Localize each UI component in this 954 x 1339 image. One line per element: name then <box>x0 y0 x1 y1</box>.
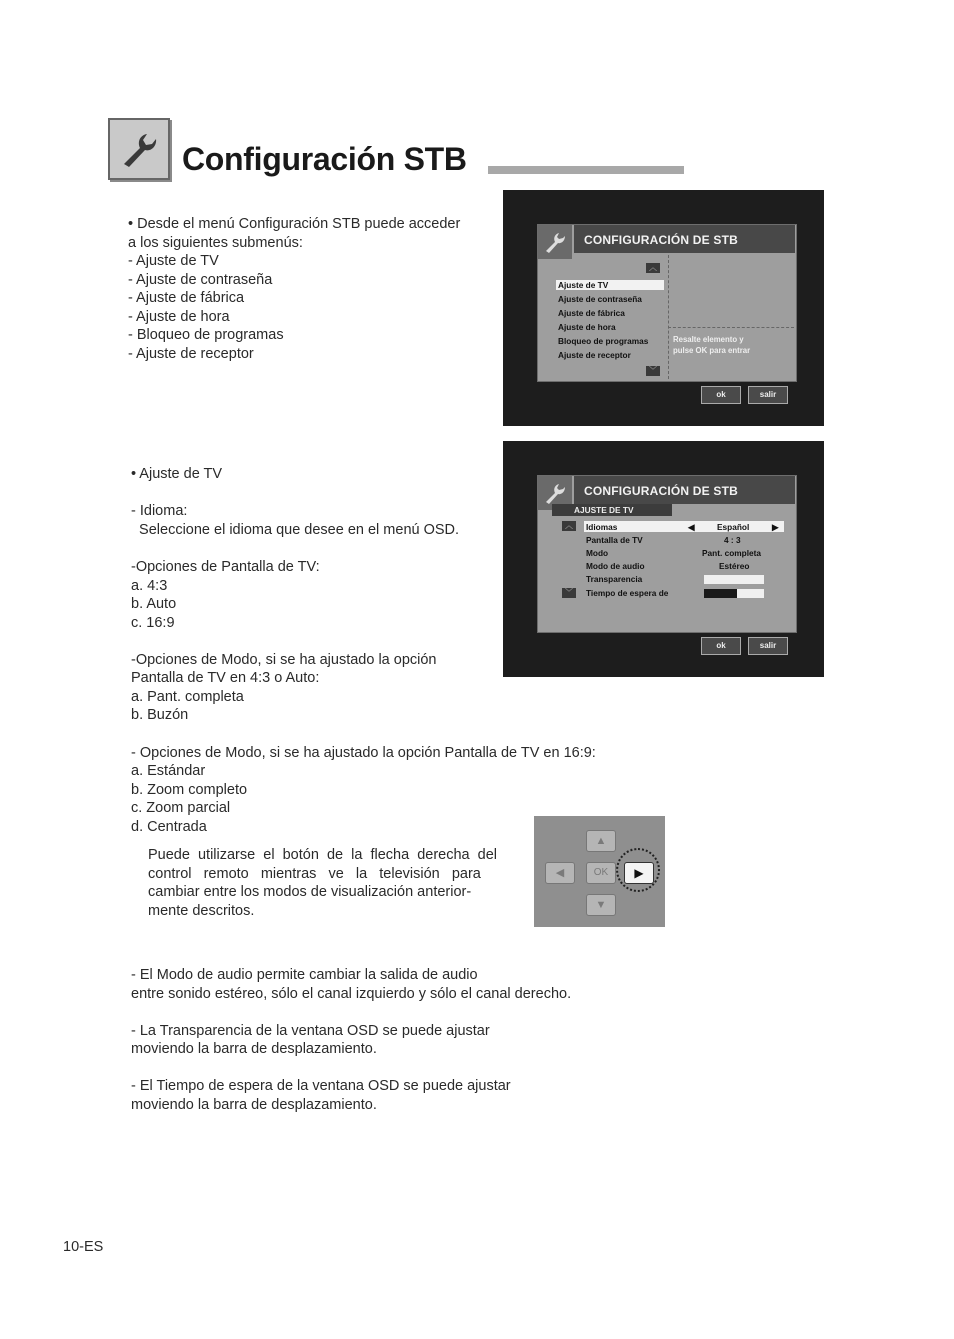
transparency-slider[interactable] <box>704 575 764 584</box>
settings-row-label[interactable]: Modo <box>586 548 609 558</box>
timeout-slider-fill <box>704 589 737 598</box>
subtitle-bar <box>552 504 672 516</box>
menu-item-ajuste-tv[interactable]: Ajuste de TV <box>556 280 664 290</box>
exit-button[interactable]: salir <box>748 637 788 655</box>
osd-subtitle: AJUSTE DE TV <box>574 505 634 515</box>
help-text: pulse OK para entrar <box>673 346 751 355</box>
submenu-item: - Ajuste de receptor <box>128 346 254 362</box>
ok-button[interactable]: ok <box>701 637 741 655</box>
osd-window <box>537 475 797 633</box>
remote-control-pad <box>534 816 665 927</box>
idioma-desc: Seleccione el idioma que desee en el menú OSD. <box>131 522 460 538</box>
right-arrow-icon[interactable]: ▶ <box>772 522 779 532</box>
audio-text: entre sonido estéreo, sólo el canal izquierdo y sólo el canal derecho. <box>131 986 572 1002</box>
right-arrow-icon[interactable]: ▶ <box>624 862 654 884</box>
settings-row-value: Estéreo <box>719 561 750 571</box>
submenu-item: - Ajuste de TV <box>128 253 219 269</box>
osd-screenshot-menu <box>503 190 824 426</box>
option-item: a. 4:3 <box>131 578 168 594</box>
option-item: c. 16:9 <box>131 615 175 631</box>
settings-row-value: Pant. completa <box>702 548 762 558</box>
intro-text-2: a los siguientes submenús: <box>128 235 303 251</box>
osd-window <box>537 224 797 382</box>
modo1-label-2: Pantalla de TV en 4:3 o Auto: <box>131 670 320 686</box>
transparency-text: moviendo la barra de desplazamiento. <box>131 1041 377 1057</box>
up-arrow-icon[interactable]: ▲ <box>586 830 616 852</box>
ok-button[interactable]: ok <box>701 386 741 404</box>
submenu-item: - Ajuste de contraseña <box>128 272 273 288</box>
audio-text: - El Modo de audio permite cambiar la salida de audio <box>131 967 478 983</box>
row-label: Idiomas <box>586 522 618 532</box>
remote-note: mente descritos. <box>148 903 255 919</box>
option-item: d. Centrada <box>131 819 207 835</box>
option-item: b. Buzón <box>131 707 189 723</box>
exit-button[interactable]: salir <box>748 386 788 404</box>
settings-row-label[interactable]: Tiempo de espera de <box>586 588 669 598</box>
option-item: b. Zoom completo <box>131 782 248 798</box>
remote-note: Puede utilizarse el botón de la flecha derecha del <box>148 847 498 863</box>
remote-note: cambiar entre los modos de visualización anterior- <box>148 884 472 900</box>
menu-item-hora[interactable]: Ajuste de hora <box>558 322 616 332</box>
modo1-label: -Opciones de Modo, si se ha ajustado la opción <box>131 652 437 668</box>
modo2-label: - Opciones de Modo, si se ha ajustado la opción Pantalla de TV en 16:9: <box>131 745 596 761</box>
submenu-item: - Ajuste de hora <box>128 309 230 325</box>
osd-title: CONFIGURACIÓN DE STB <box>584 233 738 247</box>
scroll-down-icon[interactable]: ﹀ <box>562 588 576 598</box>
option-item: b. Auto <box>131 596 177 612</box>
row-value: Español <box>717 522 750 532</box>
left-arrow-icon[interactable]: ◀ <box>688 522 695 532</box>
menu-item-receptor[interactable]: Ajuste de receptor <box>558 350 631 360</box>
menu-item-bloqueo[interactable]: Bloqueo de programas <box>558 336 649 346</box>
settings-row-value: 4 : 3 <box>724 535 741 545</box>
timeout-text: - El Tiempo de espera de la ventana OSD se puede ajustar <box>131 1078 511 1094</box>
menu-item-fabrica[interactable]: Ajuste de fábrica <box>558 308 625 318</box>
osd-title-bar <box>574 225 795 253</box>
settings-row-label[interactable]: Modo de audio <box>586 561 645 571</box>
transparency-text: - La Transparencia de la ventana OSD se puede ajustar <box>131 1023 490 1039</box>
wrench-icon <box>108 118 170 180</box>
option-item: a. Estándar <box>131 763 206 779</box>
page-number: 10-ES <box>63 1239 104 1255</box>
title-underline-bar <box>488 166 684 174</box>
osd-title: CONFIGURACIÓN DE STB <box>584 484 738 498</box>
divider <box>668 327 794 328</box>
section-heading: • Ajuste de TV <box>131 466 223 482</box>
menu-item-contrasena[interactable]: Ajuste de contraseña <box>558 294 642 304</box>
idioma-label: - Idioma: <box>131 503 188 519</box>
submenu-item: - Ajuste de fábrica <box>128 290 245 306</box>
scroll-down-icon[interactable]: ﹀ <box>646 366 660 376</box>
scroll-up-icon[interactable]: ︿ <box>562 521 576 531</box>
timeout-text: moviendo la barra de desplazamiento. <box>131 1097 377 1113</box>
remote-note: control remoto mientras ve la televisión para <box>148 866 481 882</box>
intro-text: • Desde el menú Configuración STB puede acceder <box>128 216 461 232</box>
help-text: Resalte elemento y <box>673 335 744 344</box>
ok-button[interactable]: OK <box>586 862 616 884</box>
left-arrow-icon[interactable]: ◀ <box>545 862 575 884</box>
page-title: Configuración STB <box>182 141 467 177</box>
submenu-item: - Bloqueo de programas <box>128 327 284 343</box>
osd-screenshot-tv-settings <box>503 441 824 677</box>
option-item: a. Pant. completa <box>131 689 244 705</box>
divider <box>668 255 669 379</box>
settings-row-label[interactable]: Transparencia <box>586 574 643 584</box>
option-item: c. Zoom parcial <box>131 800 231 816</box>
settings-row-label[interactable]: Pantalla de TV <box>586 535 643 545</box>
scroll-up-icon[interactable]: ︿ <box>646 263 660 273</box>
pantalla-label: -Opciones de Pantalla de TV: <box>131 559 320 575</box>
osd-title-bar <box>574 476 795 504</box>
settings-row-idiomas[interactable] <box>584 521 784 532</box>
timeout-slider[interactable] <box>704 589 764 598</box>
down-arrow-icon[interactable]: ▼ <box>586 894 616 916</box>
wrench-icon <box>538 225 572 259</box>
